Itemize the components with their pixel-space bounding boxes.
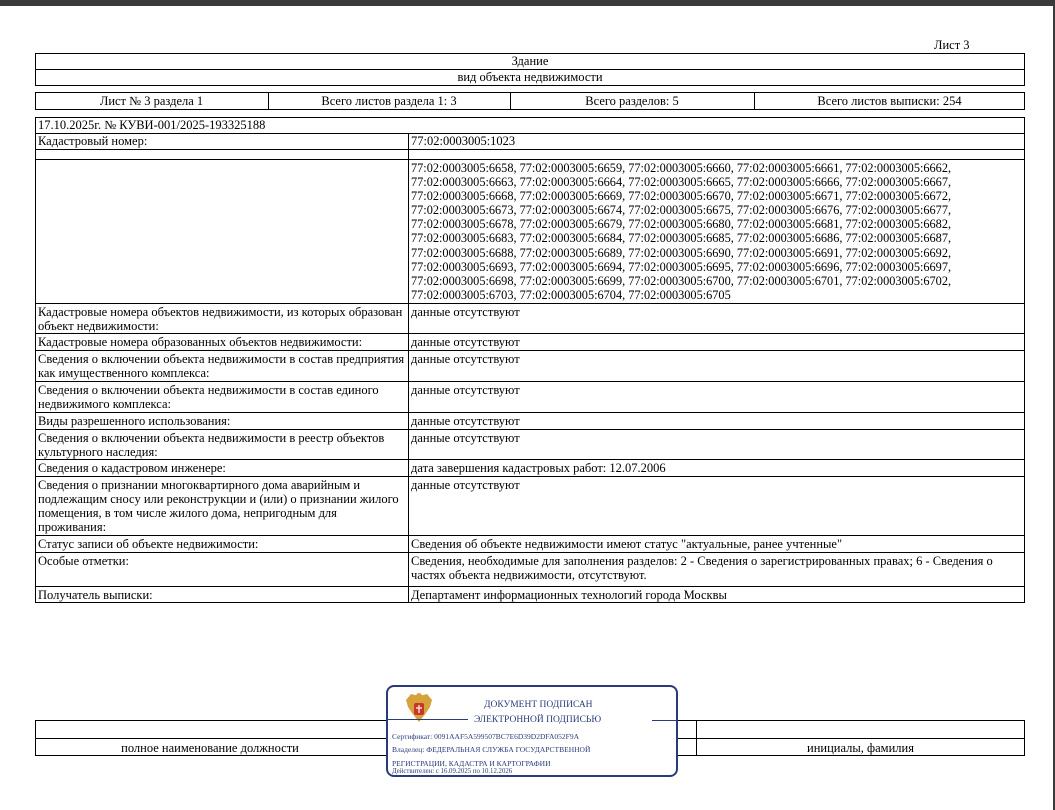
sheet-number: Лист 3: [934, 38, 970, 52]
object-type-value: Здание: [511, 54, 549, 68]
cadastral-list-line: 77:02:0003005:6663, 77:02:0003005:6664, 77:02:0003005:6665, 77:02:0003005:6666, 77:02:0003005:6667,: [411, 175, 952, 190]
extract-reference: 17.10.2025г. № КУВИ-001/2025-193325188: [38, 118, 266, 132]
row-label-permitted-use: Виды разрешенного использования:: [38, 414, 231, 428]
cadastral-list-line: 77:02:0003005:6688, 77:02:0003005:6689, 77:02:0003005:6690, 77:02:0003005:6691, 77:02:0003005:6692,: [411, 245, 952, 260]
cadastral-list-line: 77:02:0003005:6673, 77:02:0003005:6674, 77:02:0003005:6675, 77:02:0003005:6676, 77:02:0003005:6677,: [411, 203, 952, 218]
row-label-cultural-heritage: Сведения о включении объекта недвижимости в реестр объектов культурного наследия:: [38, 431, 385, 459]
counter-total-sections: Всего разделов: 5: [585, 94, 679, 108]
row-value-special-notes: Сведения, необходимые для заполнения разделов: 2 - Сведения о зарегистрированных правах; 6 - Сведения о частях объекта недвижимости, отсутствуют.: [411, 554, 993, 582]
cadastral-list-line: 77:02:0003005:6658, 77:02:0003005:6659, 77:02:0003005:6660, 77:02:0003005:6661, 77:02:0003005:6662,: [411, 161, 952, 175]
cadastral-number-value: 77:02:0003005:1023: [411, 134, 516, 148]
row-value-source-objects: данные отсутствуют: [411, 305, 520, 319]
row-label-emergency-status: Сведения о признании многоквартирного дома аварийным и подлежащим сносу или реконструкции и (или) о признании жилого помещения, в том числе жилого дома, непригодным для проживания:: [38, 478, 399, 534]
cadastral-numbers-list: [411, 161, 1021, 302]
cadastral-list-line: 77:02:0003005:6698, 77:02:0003005:6699, 77:02:0003005:6700, 77:02:0003005:6701, 77:02:0003005:6702,: [411, 273, 952, 288]
cadastral-list-line: 77:02:0003005:6678, 77:02:0003005:6679, 77:02:0003005:6680, 77:02:0003005:6681, 77:02:0003005:6682,: [411, 217, 952, 232]
cadastral-list-line: 77:02:0003005:6683, 77:02:0003005:6684, 77:02:0003005:6685, 77:02:0003005:6686, 77:02:0003005:6687,: [411, 231, 952, 246]
row-value-record-status: Сведения об объекте недвижимости имеют статус "актуальные, ранее учтенные": [411, 537, 843, 551]
window-top-border: [0, 0, 1055, 6]
counter-total-sheets-section: Всего листов раздела 1: 3: [321, 94, 457, 108]
object-type-caption-text: вид объекта недвижимости: [457, 70, 603, 84]
cadastral-number-label: Кадастровый номер:: [38, 134, 148, 148]
electronic-signature-stamp: [386, 685, 678, 777]
counter-sheet-section: Лист № 3 раздела 1: [99, 94, 204, 108]
row-value-enterprise: данные отсутствуют: [411, 352, 520, 366]
stamp-validity: Действителен: с 16.09.2025 по 10.12.2026: [392, 768, 513, 775]
row-value-cultural-heritage: данные отсутствуют: [411, 431, 520, 445]
name-caption: инициалы, фамилия: [807, 740, 914, 755]
stamp-line2: ЭЛЕКТРОННОЙ ПОДПИСЬЮ: [474, 715, 602, 725]
stamp-owner: Владелец: ФЕДЕРАЛЬНАЯ СЛУЖБА ГОСУДАРСТВЕННОЙ: [392, 745, 591, 754]
object-type: [35, 53, 1025, 70]
row-label-record-status: Статус записи об объекте недвижимости:: [38, 537, 259, 551]
cadastral-list-line: 77:02:0003005:6703, 77:02:0003005:6704, 77:02:0003005:6705: [411, 287, 731, 302]
row-label-formed-objects: Кадастровые номера образованных объектов недвижимости:: [38, 335, 363, 349]
row-label-special-notes: Особые отметки:: [38, 554, 129, 568]
row-value-emergency-status: данные отсутствуют: [411, 478, 520, 492]
row-value-unified-complex: данные отсутствуют: [411, 383, 520, 397]
cadastral-list-line: 77:02:0003005:6693, 77:02:0003005:6694, 77:02:0003005:6695, 77:02:0003005:6696, 77:02:0003005:6697,: [411, 259, 952, 274]
row-label-unified-complex: Сведения о включении объекта недвижимости в состав единого недвижимого комплекса:: [38, 383, 379, 411]
row-value-recipient: Департамент информационных технологий города Москвы: [411, 588, 727, 602]
stamp-line1: ДОКУМЕНТ ПОДПИСАН: [484, 700, 593, 710]
row-label-enterprise: Сведения о включении объекта недвижимости в состав предприятия как имущественного комплекса:: [38, 352, 405, 380]
row-value-cadastral-engineer: дата завершения кадастровых работ: 12.07.2006: [411, 461, 666, 475]
cadastral-list-line: 77:02:0003005:6668, 77:02:0003005:6669, 77:02:0003005:6670, 77:02:0003005:6671, 77:02:0003005:6672,: [411, 189, 952, 204]
stamp-certificate: Сертификат: 0091AAF5A599507BC7E6D39D2DFA052F9A: [392, 732, 580, 741]
row-value-formed-objects: данные отсутствуют: [411, 335, 520, 349]
row-label-cadastral-engineer: Сведения о кадастровом инженере:: [38, 461, 226, 475]
object-type-caption: [35, 69, 1025, 86]
stamp-owner-cont: РЕГИСТРАЦИИ, КАДАСТРА И КАРТОГРАФИИ: [392, 759, 551, 768]
row-value-permitted-use: данные отсутствуют: [411, 414, 520, 428]
counter-total-sheets-extract: Всего листов выписки: 254: [817, 94, 962, 108]
row-label-recipient: Получатель выписки:: [38, 588, 153, 602]
row-label-source-objects: Кадастровые номера объектов недвижимости, из которых образован объект недвижимости:: [38, 305, 403, 333]
position-caption: полное наименование должности: [121, 740, 299, 755]
